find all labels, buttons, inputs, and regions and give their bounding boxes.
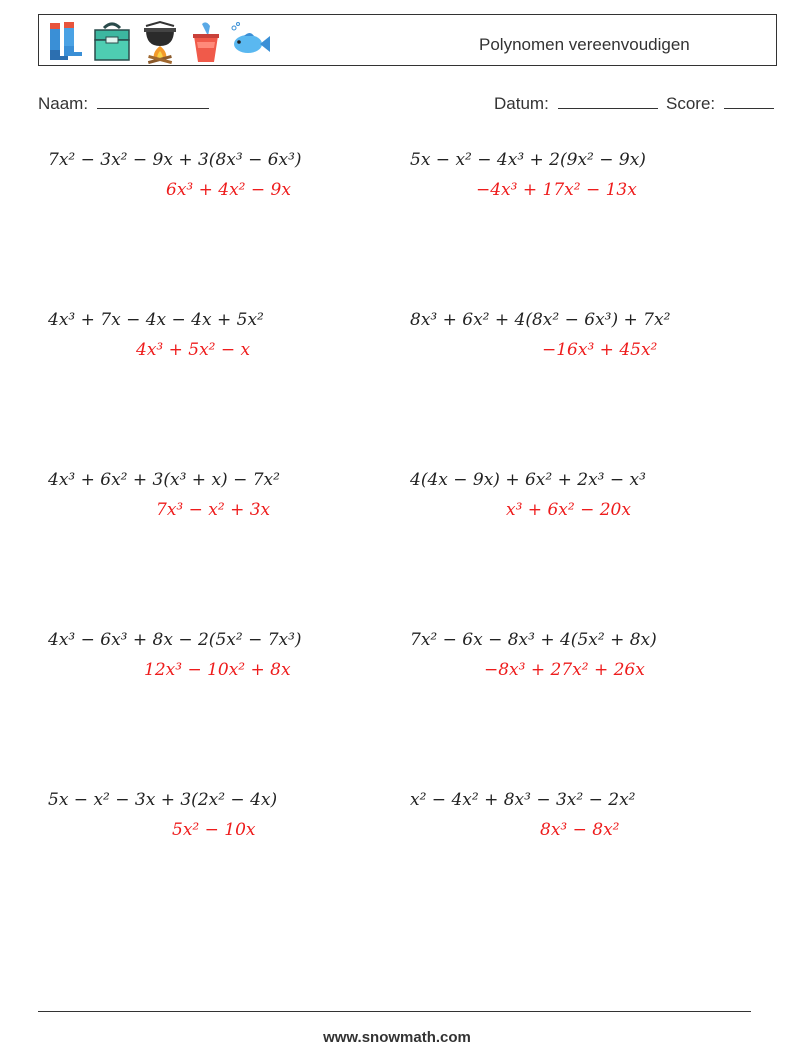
problem-answer: 7x³ − x² + 3x — [156, 500, 271, 520]
score-field[interactable] — [666, 92, 774, 114]
problem-answer: 5x² − 10x — [172, 820, 256, 840]
name-field[interactable] — [38, 92, 209, 114]
problem-question: 4x³ + 7x − 4x − 4x + 5x² — [48, 310, 264, 330]
worksheet-title: Polynomen vereenvoudigen — [479, 35, 690, 54]
problem-answer: −8x³ + 27x² + 26x — [484, 660, 645, 680]
date-label: Datum: — [494, 94, 549, 113]
date-field[interactable] — [494, 92, 658, 114]
worksheet-header — [38, 14, 777, 66]
problem-question: 5x − x² − 4x³ + 2(9x² − 9x) — [410, 150, 646, 170]
problem-answer: 8x³ − 8x² — [540, 820, 620, 840]
problem-question: 7x² − 3x² − 9x + 3(8x³ − 6x³) — [48, 150, 302, 170]
problem-question: 8x³ + 6x² + 4(8x² − 6x³) + 7x² — [410, 310, 671, 330]
problem-question: 4(4x − 9x) + 6x² + 2x³ − x³ — [410, 470, 646, 490]
problem-answer: −16x³ + 45x² — [542, 340, 658, 360]
problem-answer: 12x³ − 10x² + 8x — [144, 660, 291, 680]
fish-icon — [228, 20, 270, 64]
problem-question: 5x − x² − 3x + 3(2x² − 4x) — [48, 790, 278, 810]
score-blank[interactable] — [724, 92, 774, 109]
name-blank[interactable] — [97, 92, 209, 109]
problem-question: 4x³ − 6x³ + 8x − 2(5x² − 7x³) — [48, 630, 302, 650]
footer-divider — [38, 1011, 751, 1012]
problem-answer: x³ + 6x² − 20x — [506, 500, 631, 520]
problem-question: x² − 4x² + 8x³ − 3x² − 2x² — [410, 790, 636, 810]
score-label: Score: — [666, 94, 716, 113]
name-label: Naam: — [38, 94, 89, 113]
problem-question: 7x² − 6x − 8x³ + 4(5x² + 8x) — [410, 630, 657, 650]
date-blank[interactable] — [558, 92, 658, 109]
fish-bucket-icon — [188, 20, 224, 64]
problem-question: 4x³ + 6x² + 3(x³ + x) − 7x² — [48, 470, 280, 490]
footer-site[interactable]: www.snowmath.com — [323, 1029, 471, 1046]
problem-answer: 6x³ + 4x² − 9x — [166, 180, 291, 200]
campfire-pot-icon — [140, 20, 180, 64]
problem-answer: 4x³ + 5x² − x — [136, 340, 251, 360]
problem-answer: −4x³ + 17x² − 13x — [476, 180, 637, 200]
cooler-box-icon — [92, 20, 132, 64]
boots-icon — [44, 20, 84, 64]
